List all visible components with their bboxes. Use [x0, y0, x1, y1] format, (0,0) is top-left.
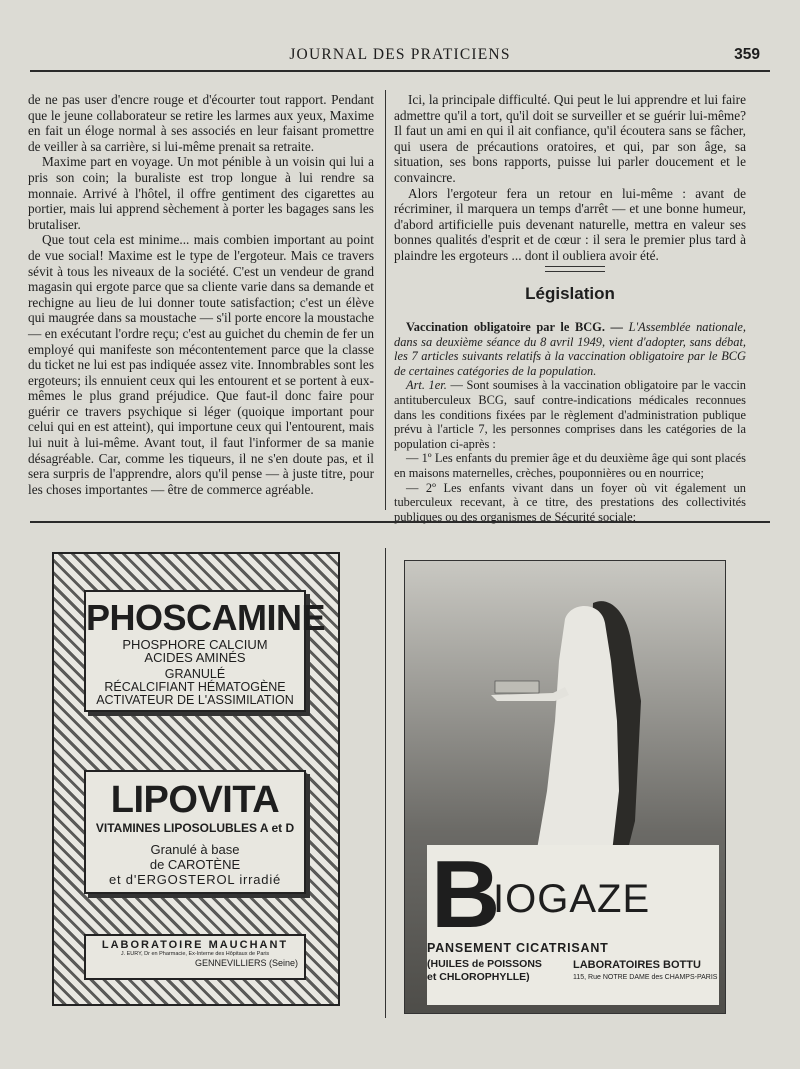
journal-title: JOURNAL DES PRATICIENS [289, 46, 511, 63]
ad-text: Granulé à base [150, 842, 240, 857]
ad-text: VITAMINES LIPOSOLUBLES A et D [95, 821, 295, 835]
brand-biogaze: IOGAZE [493, 877, 651, 921]
brand-phoscamine: PHOSCAMINE [86, 597, 326, 638]
page-number: 359 [734, 46, 760, 63]
left-column [28, 92, 374, 497]
section-rule [30, 521, 770, 523]
laboratory-address: 115, Rue NOTRE DAME des CHAMPS-PARIS [573, 974, 718, 981]
ad-text: ACTIVATEUR DE L'ASSIMILATION [96, 693, 294, 707]
paragraph: Ici, la principale difficulté. Qui peut le lui apprendre et lui faire admettre qu'il a tort, qu'il doit se surveiller et se guérir lui-même? Il faut un ami en qui il ait confiance, qu'il écoutera sans se fâcher, qui usera de précautions oratoires, et qui, par son âge, sa situation, ses bons rapports, puisse lui parler doucement et le convaincre. [394, 92, 746, 185]
column-divider [385, 90, 386, 510]
ads-divider [385, 548, 386, 1018]
ad-text: et d'ERGOSTEROL irradié [108, 872, 282, 887]
brand-lipovita: LIPOVITA [110, 779, 280, 821]
paragraph: Que tout cela est minime... mais combien important au point de vue social! Maxime est le type de l'ergoteur. Mais ce travers sévit à tous les niveaux de la société. C'est un vendeur de grand magasin qui ergote parce que sa cliente varie dans sa demande et rechigne au lieu de lui donner toute satisfaction; c'est un élève qui maugrée dans sa moustache — s'il porte encore la moustache — en exécutant l'ordre reçu; c'est au guichet du chemin de fer un employé qui manifeste son mécontentement parce que la classe du ticket ne lui est pas indiquée assez vite. Innombrables sont les ergoteurs; ils ennuient ceux qui les entourent et se portent à eux-mêmes le plus grand préjudice. Que faut-il donc faire pour guérir ce travers psychique si léger (quoique important pour celui qui en est atteint), qui importune ceux qui l'entourent, mais lui nuit à lui-même. Avant tout, il faut l'informer de sa manie désagréable. Car, comme les tiqueurs, il ne s'en doute pas, et il sera surpris de l'apprendre, alors qu'il pense — à juste titre, pour les choses importantes — être de commerce agréable. [28, 232, 374, 497]
paragraph: de ne pas user d'encre rouge et d'écourter tout rapport. Pendant que le jeune collaborateur se retire les larmes aux yeux, Maxime en fait un éloge normal à ses associés en leur faisant promettre de veiller à sa carrière, si lui-même prenait sa retraite. [28, 92, 374, 154]
ingredients-line2: et CHLOROPHYLLE) [427, 971, 530, 983]
biogaze-panel [427, 841, 719, 1005]
laboratory-name: LABORATOIRES BOTTU [573, 959, 701, 971]
ingredients-line1: (HUILES de POISSONS [427, 958, 542, 970]
header-rule [30, 70, 770, 72]
article-title: Vaccination obligatoire par le BCG. — [406, 320, 623, 334]
laboratory-credit: J. EURY, Dr en Pharmacie, Ex-Interne des Hôpitaux de Paris [120, 951, 270, 957]
legislation-text [394, 320, 746, 524]
ad-text: ACIDES AMINÉS [144, 650, 246, 665]
lipovita-panel [84, 770, 306, 894]
right-column [394, 92, 746, 264]
phoscamine-advertisement [52, 552, 340, 1006]
article-label: Art. 1er. [406, 378, 447, 393]
ad-text: PHOSPHORE CALCIUM [122, 637, 268, 652]
paragraph: Alors l'ergoteur fera un retour en lui-même : avant de récriminer, il marquera un temps d'arrêt — et une bonne humeur, d'abord artificielle puis devenant naturelle, mettra en valeur ses bonnes qualités d'esprit et de cœur : il sera le premier plus tard à plaindre les ergoteurs ... dont il oubliera avoir été. [394, 185, 746, 263]
biogaze-advertisement [404, 560, 726, 1014]
article-intro: L'Assemblée nationale, dans sa deuxième séance du 8 avril 1949, vient d'adopter, sans débat, les 7 articles suivants relatifs à la vaccination obligatoire par le BCG de certaines catégories de la population. [394, 320, 746, 378]
ad-text: GRANULÉ [164, 667, 226, 681]
laboratory-city: GENNEVILLIERS (Seine) [194, 958, 298, 968]
phoscamine-panel [84, 590, 326, 712]
brand-initial: B [431, 841, 501, 948]
section-heading: Législation [525, 284, 615, 303]
list-item: — 1º Les enfants du premier âge et du deuxième âge qui sont placés en maisons maternelles, crèches, pouponnières ou en nourrice; [394, 451, 746, 480]
paragraph: Maxime part en voyage. Un mot pénible à un voisin qui lui a pris son coin; la buraliste est trop longue à lui rendre sa monnaie. Arrivé à l'hôtel, il offre gentiment des cigarettes au portier, mais lui apprend sèchement à porter les bagages sans les brutaliser. [28, 154, 374, 232]
laboratory-name: LABORATOIRE MAUCHANT [101, 939, 289, 951]
ad-text: RÉCALCIFIANT HÉMATOGÈNE [104, 680, 286, 694]
article-text: — Sont soumises à la vaccination obligatoire par le vaccin antituberculeux BCG, sauf contre-indications médicales reconnues dans les conditions fixées par le règlement d'administration publique prévu à l'article 7, les personnes comprises dans les catégories de la population ci-après : [394, 378, 746, 451]
list-item: — 2º Les enfants vivant dans un foyer où vit également un tuberculeux recevant, à ce titre, des prestations des collectivités publiques ou des organismes de Sécurité sociale; [394, 480, 746, 524]
section-ornament [545, 266, 605, 272]
laboratory-panel [84, 934, 306, 980]
ad-text: de CAROTÈNE [149, 857, 241, 872]
product-description: PANSEMENT CICATRISANT [427, 941, 609, 955]
